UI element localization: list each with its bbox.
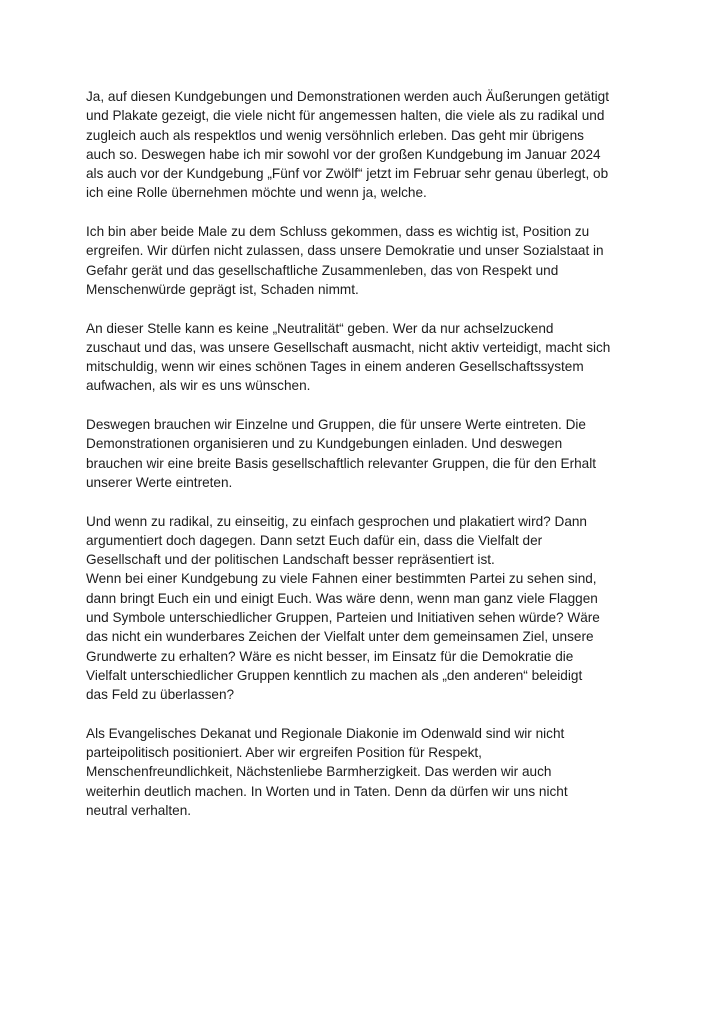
text-line: ich eine Rolle übernehmen möchte und wenn ja, welche. <box>86 185 427 201</box>
text-line: Und wenn zu radikal, zu einseitig, zu einfach gesprochen und plakatiert wird? Dann <box>86 513 587 529</box>
paragraph <box>86 222 646 299</box>
text-line: Demonstrationen organisieren und zu Kundgebungen einladen. Und deswegen <box>86 436 563 452</box>
text-line: parteipolitisch positioniert. Aber wir ergreifen Position für Respekt, <box>86 745 482 761</box>
text-line: Menschenfreundlichkeit, Nächstenliebe Barmherzigkeit. Das werden wir auch <box>86 764 552 780</box>
text-line: dann bringt Euch ein und einigt Euch. Was wäre denn, wenn man ganz viele Flaggen <box>86 590 598 606</box>
text-line: Als Evangelisches Dekanat und Regionale Diakonie im Odenwald sind wir nicht <box>86 725 565 741</box>
text-line: Ja, auf diesen Kundgebungen und Demonstrationen werden auch Äußerungen getätigt <box>86 89 609 104</box>
text-line: Gesellschaft und der politischen Landschaft besser repräsentiert ist. <box>86 552 495 568</box>
text-line: argumentiert doch dagegen. Dann setzt Euch dafür ein, dass die Vielfalt der <box>86 532 543 548</box>
paragraph <box>86 724 646 820</box>
text-line: weiterhin deutlich machen. In Worten und in Taten. Denn da dürfen wir uns nicht <box>86 783 568 799</box>
text-line: neutral verhalten. <box>86 802 192 818</box>
text-line: Ich bin aber beide Male zu dem Schluss gekommen, dass es wichtig ist, Position zu <box>86 224 590 240</box>
text-line: und Plakate gezeigt, die viele nicht für angemessen halten, die viele als zu radikal und <box>86 108 605 124</box>
text-line: Menschenwürde geprägt ist, Schaden nimmt. <box>86 281 359 297</box>
text-line: Vielfalt unterschiedlicher Gruppen kenntlich zu machen als „den anderen“ beleidigt <box>86 667 583 683</box>
paragraph <box>86 87 646 203</box>
paragraph <box>86 319 646 396</box>
paragraph <box>86 512 646 705</box>
text-line: Wenn bei einer Kundgebung zu viele Fahnen einer bestimmten Partei zu sehen sind, <box>86 571 597 587</box>
text-line: aufwachen, als wir es uns wünschen. <box>86 378 311 394</box>
text-line: brauchen wir eine breite Basis gesellschaftlich relevanter Gruppen, die für den Erhalt <box>86 455 597 471</box>
text-line: das Feld zu überlassen? <box>86 687 235 703</box>
text-line: zugleich auch als respektlos und wenig versöhnlich erleben. Das geht mir übrigens <box>86 127 584 143</box>
document-body <box>86 87 646 820</box>
text-line: zuschaut und das, was unsere Gesellschaft ausmacht, nicht aktiv verteidigt, macht sich <box>86 339 611 355</box>
text-line: und Symbole unterschiedlicher Gruppen, Parteien und Initiativen sehen würde? Wäre <box>86 610 600 626</box>
text-line: An dieser Stelle kann es keine „Neutralität“ geben. Wer da nur achselzuckend <box>86 320 554 336</box>
text-line: Deswegen brauchen wir Einzelne und Gruppen, die für unsere Werte eintreten. Die <box>86 417 586 433</box>
text-line: mitschuldig, wenn wir eines schönen Tages in einem anderen Gesellschaftssystem <box>86 359 584 375</box>
text-line: unserer Werte eintreten. <box>86 474 233 490</box>
text-line: Gefahr gerät und das gesellschaftliche Zusammenleben, das von Respekt und <box>86 262 559 278</box>
paragraph <box>86 415 646 492</box>
text-line: das nicht ein wunderbares Zeichen der Vielfalt unter dem gemeinsamen Ziel, unsere <box>86 629 594 645</box>
text-line: Grundwerte zu erhalten? Wäre es nicht besser, im Einsatz für die Demokratie die <box>86 648 574 664</box>
text-line: ergreifen. Wir dürfen nicht zulassen, dass unsere Demokratie und unser Sozialstaat in <box>86 243 604 259</box>
text-line: auch so. Deswegen habe ich mir sowohl vor der großen Kundgebung im Januar 2024 <box>86 146 601 162</box>
text-line: als auch vor der Kundgebung „Fünf vor Zwölf“ jetzt im Februar sehr genau überlegt, ob <box>86 166 609 182</box>
